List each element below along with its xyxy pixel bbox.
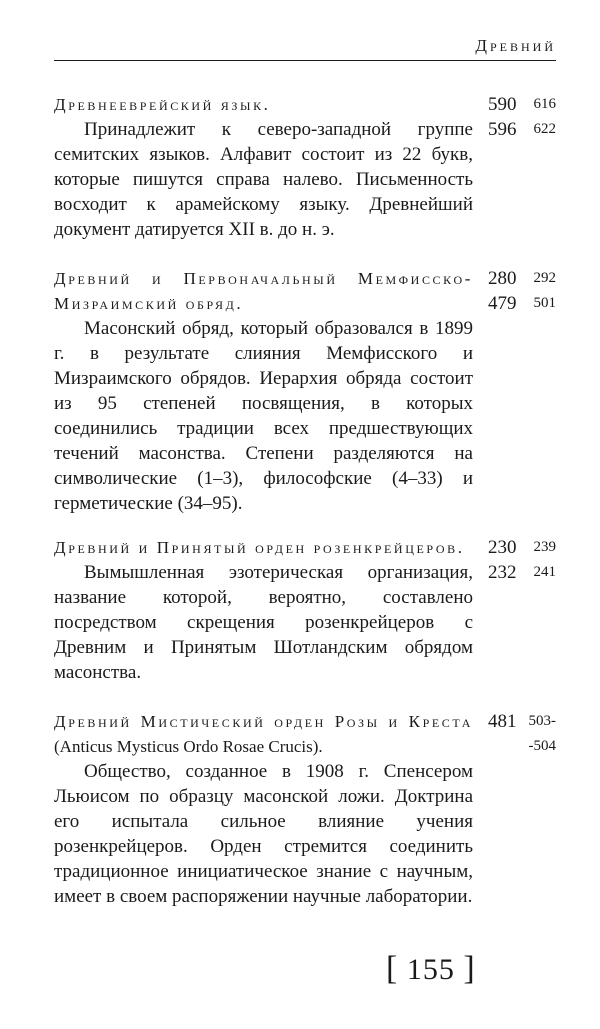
entry-body: Вымышленная эзотерическая организация, название которой, вероятно, составлено посредством скрещения розенкрейцеров с Древним и Принятым Шотландским обрядом масонства. [54,562,473,683]
page-references [488,709,556,759]
ref-secondary: 239 [533,539,556,555]
header-rule [54,60,556,61]
ref-main: 280 [488,268,517,289]
ref-secondary: -504 [528,738,556,754]
entry-title [54,709,473,759]
entry-3 [54,535,556,704]
running-head: Древний [475,36,556,55]
entry-body: Масонский обряд, который образовался в 1899 г. в результате слияния Мемфисского и Мизраимского обрядов. Иерархия обряда состоит из 95 степеней посвящения, в которых соединились традиции всех предшествующих течений масонства. Степени разделяются на символические (1–3), философские (4–33) и герметические (34–95). [54,318,473,514]
entry-1 [54,92,556,261]
entry-title: Древнееврейский язык. [54,95,271,114]
ref-main: 596 [488,119,517,140]
ref-secondary: 292 [533,270,556,286]
folio-number: 155 [406,953,455,986]
ref-main: 481 [488,711,517,732]
ref-main: 232 [488,562,517,583]
entry-title: Древний и Принятый орден розенкрейцеров. [54,538,465,557]
ref-main: 479 [488,293,517,314]
entry-body: Общество, созданное в 1908 г. Спенсером Льюисом по образцу масонской ложи. Доктрина его испытала сильное влияние учения розенкрейцеров. Орден стремится соединить традиционное инициатическое знание с научным, имеет в своем распоряжении научные лаборатории. [54,761,473,907]
entry-body: Принадлежит к северо-западной группе семитских языков. Алфавит состоит из 22 букв, которые пишутся справа налево. Письменность восходит к арамейскому языку. Древнейший документ датируется XII в. до н. э. [54,119,473,240]
ref-secondary: 501 [533,295,556,311]
page-references [488,266,556,316]
ref-secondary: 503- [528,713,556,729]
folio-bracket-open: [ [386,950,399,987]
ref-main: 590 [488,94,517,115]
entry-title: Древний и Первоначальный Мемфисско-Мизраимский обряд. [54,269,473,313]
folio-bracket-close: ] [463,950,476,987]
entry-2 [54,266,556,535]
page-references [488,535,556,585]
page-references [488,92,556,142]
ref-secondary: 241 [533,564,556,580]
entry-title-text: Древний Мистический орден Розы и Креста [54,712,473,731]
page-number [386,950,476,988]
entry-title-latin: (Anticus Mysticus Ordo Rosae Crucis). [54,737,323,756]
ref-secondary: 622 [533,121,556,137]
ref-secondary: 616 [533,96,556,112]
ref-main: 230 [488,537,517,558]
entry-4 [54,709,556,928]
